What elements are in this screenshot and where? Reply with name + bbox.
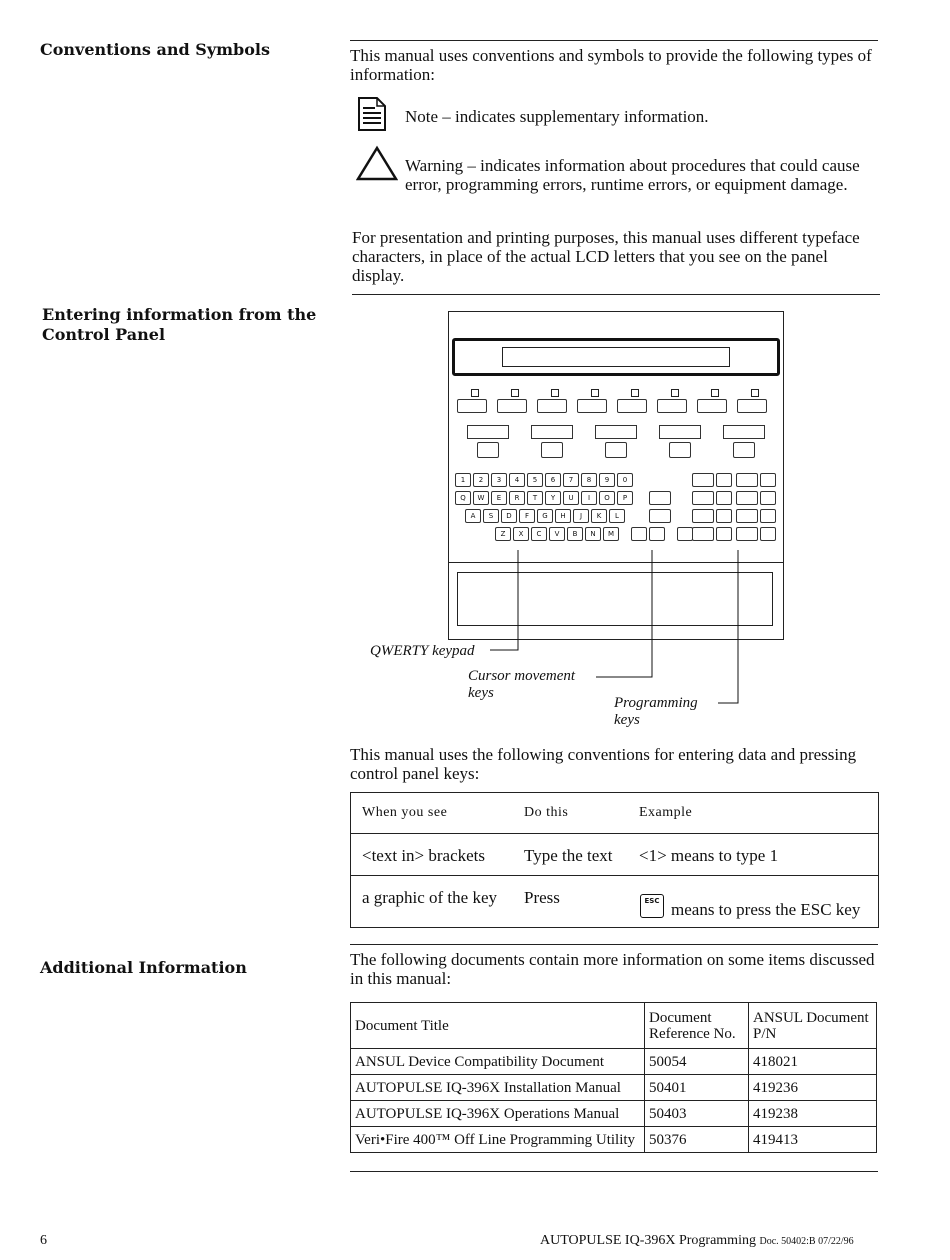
warning-icon [356,145,398,181]
function-button [457,399,487,413]
heading-entering: Entering information from the Control Panel [42,305,317,344]
mode-button [669,442,691,458]
keypad-key: 5 [527,473,543,487]
led-indicator [751,389,759,397]
keypad-key: 7 [563,473,579,487]
documents-table [350,1002,877,1153]
keypad-key: C [531,527,547,541]
function-button [737,399,767,413]
divider [350,944,878,945]
keypad-key: 6 [545,473,561,487]
entering-intro: This manual uses the following conventions for entering data and pressing control panel keys: [350,745,857,783]
keypad-key: 3 [491,473,507,487]
additional-intro: The following documents contain more information on some items discussed in this manual: [350,950,875,988]
keypad-key: R [509,491,525,505]
note-icon [357,96,387,132]
keypad-key: M [603,527,619,541]
led-indicator [631,389,639,397]
led-indicator [551,389,559,397]
keypad-key: P [617,491,633,505]
keypad-key: J [573,509,589,523]
mode-label [659,425,701,439]
cell: a graphic of the key [362,888,497,907]
table-row: Veri•Fire 400™ Off Line Programming Utility 50376 419413 [351,1127,877,1153]
programming-key [736,527,758,541]
mode-button [541,442,563,458]
keypad-key: H [555,509,571,523]
programming-key [692,509,714,523]
programming-key [716,473,732,487]
programming-key [692,491,714,505]
keypad-key: 2 [473,473,489,487]
programming-key [716,509,732,523]
keypad-key: N [585,527,601,541]
programming-key [692,527,714,541]
keypad-key: D [501,509,517,523]
keypad-key: O [599,491,615,505]
page-number: 6 [40,1233,47,1248]
mode-label [531,425,573,439]
label-qwerty: QWERTY keypad [370,643,475,659]
conventions-table [350,792,879,928]
led-indicator [711,389,719,397]
control-key [649,527,665,541]
keypad-key: U [563,491,579,505]
led-indicator [671,389,679,397]
function-button [617,399,647,413]
function-button [497,399,527,413]
cell: Press [524,888,560,907]
keypad-key: W [473,491,489,505]
control-key [631,527,647,541]
control-key [649,509,671,523]
function-button [697,399,727,413]
lcd-frame [452,338,780,376]
programming-key [736,509,758,523]
table-row: ANSUL Device Compatibility Document 50054 418021 [351,1049,877,1075]
table-row: AUTOPULSE IQ-396X Installation Manual 50401 419236 [351,1075,877,1101]
divider [350,40,878,41]
programming-key [760,491,776,505]
note-text: Note – indicates supplementary information. [405,107,709,126]
programming-key [692,473,714,487]
keypad-key: S [483,509,499,523]
table-header-row: Document Title Document Reference No. ANSUL Document P/N [351,1003,877,1049]
keypad-key: B [567,527,583,541]
keypad-key: V [549,527,565,541]
label-programming: Programming keys [614,695,698,728]
led-indicator [591,389,599,397]
keypad-key: X [513,527,529,541]
programming-key [760,473,776,487]
programming-key [716,527,732,541]
programming-key [760,527,776,541]
heading-conventions: Conventions and Symbols [40,40,270,59]
mode-button [605,442,627,458]
col-header: Example [639,805,693,820]
cell: means to press the ESC key [671,900,861,919]
warning-text: Warning – indicates information about procedures that could cause error, programming errors, runtime errors, or equipment damage. [405,156,860,194]
cell: Type the text [524,846,613,865]
keypad-key: Z [495,527,511,541]
keypad-key: 4 [509,473,525,487]
label-cursor: Cursor movement keys [468,668,576,701]
keypad-key: 1 [455,473,471,487]
mode-button [733,442,755,458]
mode-label [723,425,765,439]
lcd-display [502,347,730,367]
keypad-key: 8 [581,473,597,487]
keypad-key: F [519,509,535,523]
col-header: Do this [524,805,569,820]
divider [350,1171,878,1172]
keypad-key: A [465,509,481,523]
led-indicator [511,389,519,397]
control-key [649,491,671,505]
cell: <text in> brackets [362,846,486,865]
function-button [657,399,687,413]
cell: <1> means to type 1 [639,846,779,865]
led-indicator [471,389,479,397]
table-row: AUTOPULSE IQ-396X Operations Manual 50403 419238 [351,1101,877,1127]
keypad-key: E [491,491,507,505]
mode-label [467,425,509,439]
keypad-key: T [527,491,543,505]
mode-button [477,442,499,458]
conventions-intro: This manual uses conventions and symbols to provide the following types of information: [350,46,872,84]
control-key [677,527,693,541]
divider [352,294,880,295]
keypad-key: 9 [599,473,615,487]
keypad-key: K [591,509,607,523]
programming-key [760,509,776,523]
keypad-key: Y [545,491,561,505]
keypad-key: Q [455,491,471,505]
keypad-key: L [609,509,625,523]
esc-key-graphic: ESC [640,894,664,918]
heading-additional: Additional Information [40,958,247,977]
programming-key [736,491,758,505]
keypad-key: I [581,491,597,505]
presentation-text: For presentation and printing purposes, this manual uses different typeface characters, in place of the actual LCD letters that you see on the panel display. [352,228,860,285]
function-button [537,399,567,413]
col-header: When you see [362,805,448,820]
function-button [577,399,607,413]
mode-label [595,425,637,439]
programming-key [736,473,758,487]
keypad-key: G [537,509,553,523]
programming-key [716,491,732,505]
footer-title: AUTOPULSE IQ-396X Programming Doc. 50402:B 07/22/96 [540,1233,854,1248]
keypad-key: 0 [617,473,633,487]
